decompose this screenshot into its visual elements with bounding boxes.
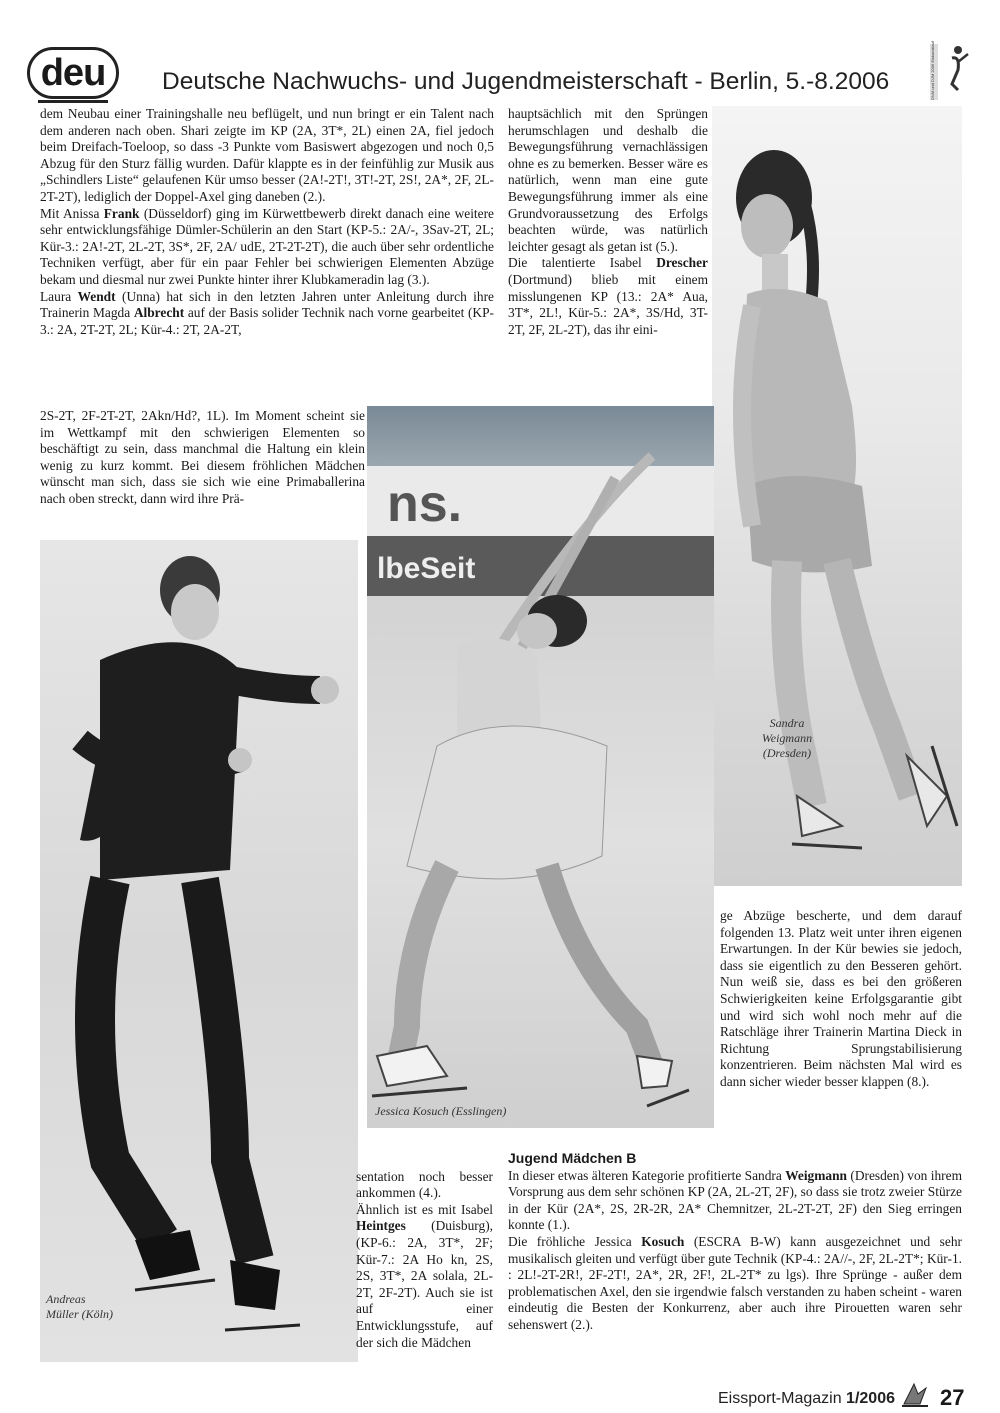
paragraph-kosuch: Die fröhliche Jessica Kosuch (ESCRA B-W) kann ausgezeichnet und sehr musikalisch gleiten und verfügt über gute Technik (KP-4.: 2A//-, 2F, 2L-2T*; Kür-1. : 2L!-2T-2R!, 2F-2T!, 2A*, 2R, 2F!, 2L-2T* zu lgs). Ihre Sprünge - außer dem problematischen Axel, den sie irgendwie falsch verstanden zu haben scheint - waren eindeutig die Besten der Konkurrenz, aber auch ihre Pirouetten waren sehr sehenswert (2.).	[508, 1233, 962, 1332]
photo-jessica-kosuch	[367, 406, 714, 1128]
left-column-narrow	[40, 408, 365, 508]
magazine-mascot-icon	[900, 1380, 930, 1408]
paragraph-weigmann: In dieser etwas älteren Kategorie profitierte Sandra Weigmann (Dresden) von ihrem Vorsprung aus dem sehr schönen KP (2A, 2L-2T, 2F), so dass sie trotz zweier Stürze in der Kür (2A*, 2S, 2R-2R, 2A* Chemnitzer, 2L-2T-2T, 2F) den Sieg erringen konnte (1.).	[508, 1167, 962, 1233]
right-column-mid	[720, 908, 962, 1091]
skater-andreas-figure	[40, 540, 358, 1362]
banner-text-1: ns.	[387, 475, 463, 533]
skater-sandra-figure	[712, 106, 962, 886]
skater-jessica-figure	[367, 406, 714, 1128]
banner-text-2: lbeSeit	[377, 552, 476, 585]
paragraph-wendt: Laura Wendt (Unna) hat sich in den letzten Jahren unter Anleitung durch ihre Trainerin Magda Albrecht auf der Basis solider Technik nach vorne gearbeitet (KP-3.: 2A, 2T-2T, 2L; Kür-4.: 2T, 2A-2T,	[40, 288, 494, 337]
section-jugend-maedchen-b	[508, 1150, 962, 1334]
section-heading: Jugend Mädchen B	[508, 1150, 637, 1166]
caption-andreas: Andreas Müller (Köln)	[46, 1292, 113, 1321]
skater-emblem-icon	[928, 40, 970, 104]
logo-underline	[38, 92, 108, 103]
name-albrecht: Albrecht	[133, 305, 185, 321]
paragraph-frank: Mit Anissa Frank (Düsseldorf) ging im Kürwettbewerb direkt danach eine weitere sehr entwicklungsfähige Dümler-Schülerin an den Start (KP-5.: 2A/-, 3Sav-2T, 2L; Kür-3.: 2A!-2T, 2L-2T, 3S*, 2F, 2A/ udE, 2T-2T-2T), die auch über sehr ordentliche Techniken verfügt, aber für ein paar Fehler bei schwierigen Elementen Abzüge bekam und diesmal nur zwei Punkte hinter ihrer Klubkameradin lag (3.).	[40, 205, 494, 287]
logo-text: deu	[40, 51, 106, 94]
middle-column-bottom: sentation noch besser ankommen (4.). Ähnlich ist es mit Isabel Heintges (Duisburg), (KP-6.: 2A, 3T*, 2F; Kür-7.: 2A Ho kn, 2S, 2S, 3T*, 2A solala, 2L-2T, 2F-2T). Auch sie ist auf einer Entwicklungsstufe, auf der sich die Mädchen	[356, 1168, 493, 1350]
caption-jessica: Jessica Kosuch (Esslingen)	[375, 1104, 507, 1118]
footer-magazine-name: Eissport-Magazin	[718, 1390, 847, 1407]
paragraph-movement: hauptsächlich mit den Sprüngen herumschlagen und deshalb die Bewegungsführung vernachlässigen ohne es zu bemerken. Besser wäre es natürlich, wenn man eine gute Bewegungsführung immer als eine Grundvoraussetzung des Erfolgs beachten würde, was natürlich leichter gesagt als getan ist (5.).	[508, 106, 708, 254]
paragraph-shari: dem Neubau einer Trainingshalle neu beflügelt, und nun bringt er ein Talent nach dem anderen nach oben. Shari zeigte im KP (2A, 3T*, 2L) einen 2A, fiel jedoch beim Dreifach-Toeloop, so dass -3 Punkte vom Basiswert abgezogen und noch 0,5 Abzug für den Sturz fällig wurden. Dafür klappte es in der feinfühlig zur Musik aus „Schindlers Liste“ gelaufenen Kür umso besser (2A!-2T!, 3T!-2T, 2S!, 2A*, 2F, 2L-2T-2T), lediglich der Doppel-Axel ging daneben (2.).	[40, 106, 494, 204]
paragraph-wendt-cont: 2S-2T, 2F-2T-2T, 2Akn/Hd?, 1L). Im Moment scheint sie im Wettkampf mit den schwierigen Elementen so beschäftigt zu sein, dass manchmal die Haltung ein klein wenig zu kurz kommt. Bei diesem fröhlichen Mädchen wünscht man sich, dass sie sich wie eine Primaballerina nach oben streckt, dann wird ihre Prä-	[40, 408, 365, 506]
paragraph-drescher: Die talentierte Isabel Drescher (Dortmund) blieb mit einem misslungenen KP (13.: 2A* Aua, 3T*, 2L!, Kür-5.: 2A*, 3S/Hd, 3T-2T, 2F, 2L-2T), das ihr eini-	[508, 255, 708, 337]
page-number: 27	[940, 1385, 965, 1410]
footer-issue: 1/2006	[846, 1390, 895, 1407]
page-headline: Deutsche Nachwuchs- und Jugendmeisterschaft - Berlin, 5.-8.2006	[162, 68, 890, 95]
name-frank: Frank	[103, 205, 140, 221]
name-drescher: Drescher	[656, 255, 708, 271]
name-kosuch: Kosuch	[641, 1233, 685, 1249]
photo-andreas-mueller	[40, 540, 358, 1362]
footer-magazine	[718, 1390, 895, 1408]
middle-column-top	[508, 106, 708, 338]
name-weigmann: Weigmann	[785, 1167, 847, 1183]
name-wendt: Wendt	[77, 288, 116, 304]
left-column-top	[40, 106, 494, 338]
paragraph-drescher-cont: ge Abzüge bescherte, und dem darauf folgenden 13. Platz weit unter ihren eigenen Erwartungen. In der Kür bewies sie jedoch, dass sie eigentlich zu den Besseren gehört. Nun weiß sie, dass es bei den größeren Schwierigkeiten keine Erfolgsgarantie gibt und wird sich wohl noch mehr auf die Ratschläge ihrer Trainerin Martina Dieck in Richtung Sprungstabilisierung konzentrieren. Beim nächsten Mal wird es dann sicher wieder besser klappen (8.).	[720, 908, 962, 1089]
photo-sandra-weigmann	[712, 106, 962, 886]
championship-emblem	[928, 40, 970, 104]
name-heintges: Heintges	[356, 1218, 406, 1234]
emblem-text: DNM und DJM 2006 Eiskunstlauf Berlin, 5.-8. Januar	[930, 40, 935, 100]
caption-sandra: Sandra Weigmann (Dresden)	[761, 716, 813, 760]
